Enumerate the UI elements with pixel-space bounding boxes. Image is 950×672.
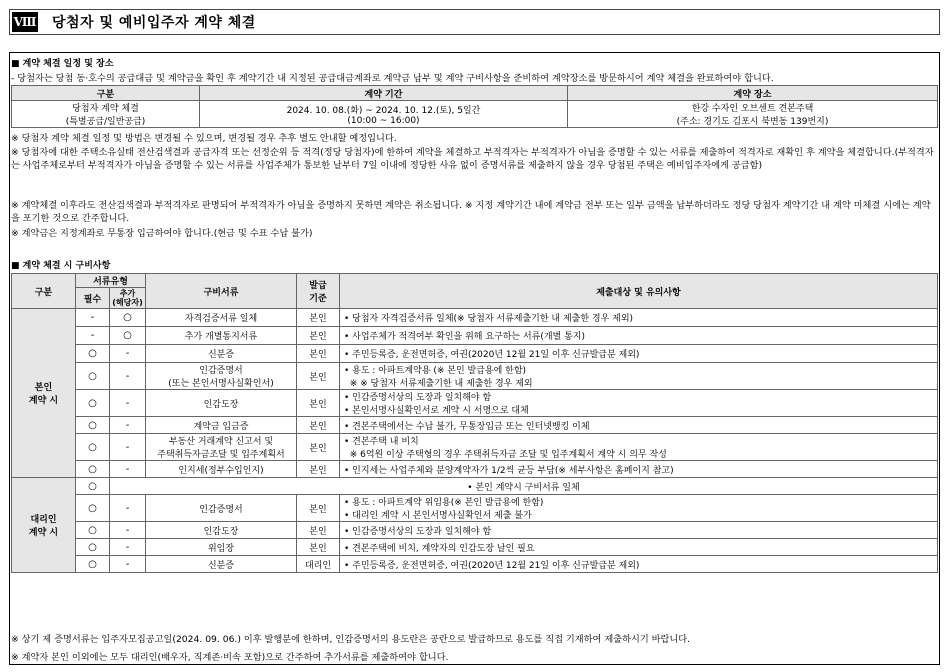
issue-basis: 본인 — [297, 417, 340, 434]
additional-mark: - — [110, 417, 146, 434]
note-1: ※ 당첨자 계약 체결 일정 및 방법은 변경될 수 있으며, 변경될 경우 추후 별도 안내할 예정입니다. — [11, 133, 397, 144]
required-mark: ○ — [76, 539, 110, 556]
table-row — [12, 327, 938, 345]
table-row — [12, 417, 938, 434]
row-note: • 용도 : 아파트계약 위임용(※ 본인 발급용에 한함) • 대리인 계약 시 본인서명사실확인서 제출 불가 — [340, 495, 938, 522]
required-mark: ○ — [76, 495, 110, 522]
issue-basis: 본인 — [297, 390, 340, 417]
hdr-category: 구분 — [12, 274, 76, 309]
document-name: 인감증명서 (또는 본인서명사실확인서) — [146, 363, 297, 390]
required-mark: ○ — [76, 345, 110, 363]
issue-basis: 본인 — [297, 327, 340, 345]
col-header-place: 계약 장소 — [568, 86, 938, 101]
table-row — [12, 478, 938, 495]
table-row — [12, 309, 938, 327]
row-note: • 용도 : 아파트계약용 (※ 본인 발급용에 한함) ※ ※ 당첨자 서류제출기한 내 제출한 경우 제외 — [340, 363, 938, 390]
issue-basis: 본인 — [297, 461, 340, 478]
footnote-2: ※ 계약자 본인 이외에는 모두 대리인(배우자, 직계존·비속 포함)으로 간주하여 추가서류를 제출하여야 합니다. — [11, 652, 449, 663]
required-mark: - — [76, 309, 110, 327]
document-name: 위임장 — [146, 539, 297, 556]
table-row — [12, 556, 938, 573]
additional-mark: - — [110, 556, 146, 573]
issue-basis: 본인 — [297, 495, 340, 522]
document-name: 자격검증서류 일체 — [146, 309, 297, 327]
section-number: Ⅷ — [12, 12, 38, 32]
additional-mark: - — [110, 539, 146, 556]
additional-mark: ○ — [110, 309, 146, 327]
required-mark: ○ — [76, 522, 110, 539]
hdr-additional: 추가 (해당자) — [110, 288, 146, 309]
table-row — [12, 522, 938, 539]
hdr-document: 구비서류 — [146, 274, 297, 309]
requirements-heading: ■ 계약 체결 시 구비사항 — [11, 261, 111, 271]
schedule-type: 당첨자 계약 체결 (특별공급/일반공급) — [12, 101, 200, 128]
required-mark: ○ — [76, 417, 110, 434]
issue-basis: 본인 — [297, 539, 340, 556]
footnote-1: ※ 상기 제 증명서류는 입주자모집공고일(2024. 09. 06.) 이후 발행분에 한하며, 인감증명서의 용도란은 공란으로 발급하므로 용도를 직접 기재하여 제출하시기 바랍니다. — [11, 634, 691, 645]
table-row — [12, 363, 938, 390]
group-agent: 대리인 계약 시 — [12, 478, 76, 573]
table-row — [12, 461, 938, 478]
document-name: 계약금 입금증 — [146, 417, 297, 434]
table-row — [12, 434, 938, 461]
row-note: • 견본주택에 비치, 계약자의 인감도장 날인 필요 — [340, 539, 938, 556]
required-mark: - — [76, 327, 110, 345]
additional-mark: - — [110, 434, 146, 461]
schedule-period: 2024. 10. 08.(화) ~ 2024. 10. 12.(토), 5일간 (10:00 ~ 16:00) — [200, 101, 568, 128]
issue-basis: 본인 — [297, 345, 340, 363]
row-note: • 사업주체가 적격여부 확인을 위해 요구하는 서류(개별 통지) — [340, 327, 938, 345]
col-header-period: 계약 기간 — [200, 86, 568, 101]
row-note: • 견본주택 내 비치 ※ 6억원 이상 주택형의 경우 주택취득자금 조달 및 입주계획서 계약 시 의무 작성 — [340, 434, 938, 461]
hdr-notes: 제출대상 및 유의사항 — [340, 274, 938, 309]
document-name: 인감증명서 — [146, 495, 297, 522]
additional-mark: - — [110, 345, 146, 363]
section-header — [9, 9, 940, 35]
additional-mark: - — [110, 495, 146, 522]
table-row — [12, 539, 938, 556]
document-name: 신분증 — [146, 556, 297, 573]
additional-mark: ○ — [110, 327, 146, 345]
required-mark: ○ — [76, 461, 110, 478]
schedule-table — [11, 85, 938, 128]
hdr-required: 필수 — [76, 288, 110, 309]
document-name: 추가 개별통지서류 — [146, 327, 297, 345]
note-2: ※ 당첨자에 대한 주택소유실태 전산검색결과 공급자격 또는 선정순위 등 적격(정당 당첨자)에 한하여 계약을 체결하고 부적격자는 부적격자가 아님을 증명할 수 있는 서류를 제출하여 적격자로 재확인 후 계약을 체결합니다.(부적격자는 사업주체로부터 부적격자가 아님을 증명할 수 있는 서류를 사업주체가 통보한 날부터 7일 이내에 정당한 사유 없이 증명서류를 제출하지 않을 경우 당첨된 주택은 예비입주자에게 공급함) — [11, 147, 934, 172]
issue-basis: 본인 — [297, 363, 340, 390]
requirements-table — [11, 273, 938, 573]
schedule-place: 한강 수자인 오브센트 견본주택 (주소: 경기도 김포시 북변동 139번지) — [568, 101, 938, 128]
additional-mark: - — [110, 522, 146, 539]
issue-basis: 본인 — [297, 309, 340, 327]
note-3: ※ 계약체결 이후라도 전산검색결과 부적격자로 판명되어 부적격자가 아님을 증명하지 못하면 계약은 취소됩니다. ※ 지정 계약기간 내에 계약금 전부 또는 일부 금액을 납부하더라도 정당 당첨자 계약기간 내 계약 미체결 시에는 계약을 포기한 것으로 간주합니다. — [11, 200, 931, 225]
row-note: • 본인 계약시 구비서류 일체 — [110, 478, 938, 495]
issue-basis: 대리인 — [297, 556, 340, 573]
table-row — [12, 390, 938, 417]
content-frame — [9, 52, 940, 665]
schedule-intro: - 당첨자는 당첨 동·호수의 공급대금 및 계약금을 확인 후 계약기간 내 지정된 공급대금계좌로 계약금 납부 및 계약 구비사항을 준비하여 계약장소를 방문하시어 계약 체결을 완료하여야 합니다. — [11, 73, 774, 84]
note-4: ※ 계약금은 지정계좌로 무통장 입금하여야 합니다.(현금 및 수표 수납 불가) — [11, 228, 313, 239]
row-note: • 견본주택에서는 수납 불가, 무통장입금 또는 인터넷뱅킹 이체 — [340, 417, 938, 434]
hdr-issue-basis: 발급 기준 — [297, 274, 340, 309]
row-note: • 인감증명서상의 도장과 일치해야 함 • 본인서명사실확인서로 계약 시 서명으로 대체 — [340, 390, 938, 417]
row-note: • 당첨자 자격검증서류 일체(※ 당첨자 서류제출기한 내 제출한 경우 제외) — [340, 309, 938, 327]
document-name: 인감도장 — [146, 390, 297, 417]
document-name: 신분증 — [146, 345, 297, 363]
row-note: • 주민등록증, 운전면허증, 여권(2020년 12월 21일 이후 신규발급분 제외) — [340, 556, 938, 573]
section-title: 당첨자 및 예비입주자 계약 체결 — [52, 15, 256, 31]
schedule-heading: ■ 계약 체결 일정 및 장소 — [11, 59, 114, 69]
group-self: 본인 계약 시 — [12, 309, 76, 478]
document-name: 부동산 거래계약 신고서 및 주택취득자금조달 및 입주계획서 — [146, 434, 297, 461]
row-note: • 주민등록증, 운전면허증, 여권(2020년 12월 21일 이후 신규발급분 제외) — [340, 345, 938, 363]
row-note: • 인감증명서상의 도장과 일치해야 함 — [340, 522, 938, 539]
issue-basis: 본인 — [297, 522, 340, 539]
required-mark: ○ — [76, 390, 110, 417]
required-mark: ○ — [76, 363, 110, 390]
required-mark: ○ — [76, 556, 110, 573]
row-note: • 인지세는 사업주체와 분양계약자가 1/2씩 균등 부담(※ 세부사항은 홈페이지 참고) — [340, 461, 938, 478]
required-mark: ○ — [76, 478, 110, 495]
document-name: 인감도장 — [146, 522, 297, 539]
hdr-doc-type: 서류유형 — [76, 274, 146, 288]
issue-basis: 본인 — [297, 434, 340, 461]
additional-mark: - — [110, 363, 146, 390]
col-header-category: 구분 — [12, 86, 200, 101]
document-name: 인지세(정부수입인지) — [146, 461, 297, 478]
required-mark: ○ — [76, 434, 110, 461]
table-row — [12, 345, 938, 363]
additional-mark: - — [110, 461, 146, 478]
table-row — [12, 495, 938, 522]
additional-mark: - — [110, 390, 146, 417]
